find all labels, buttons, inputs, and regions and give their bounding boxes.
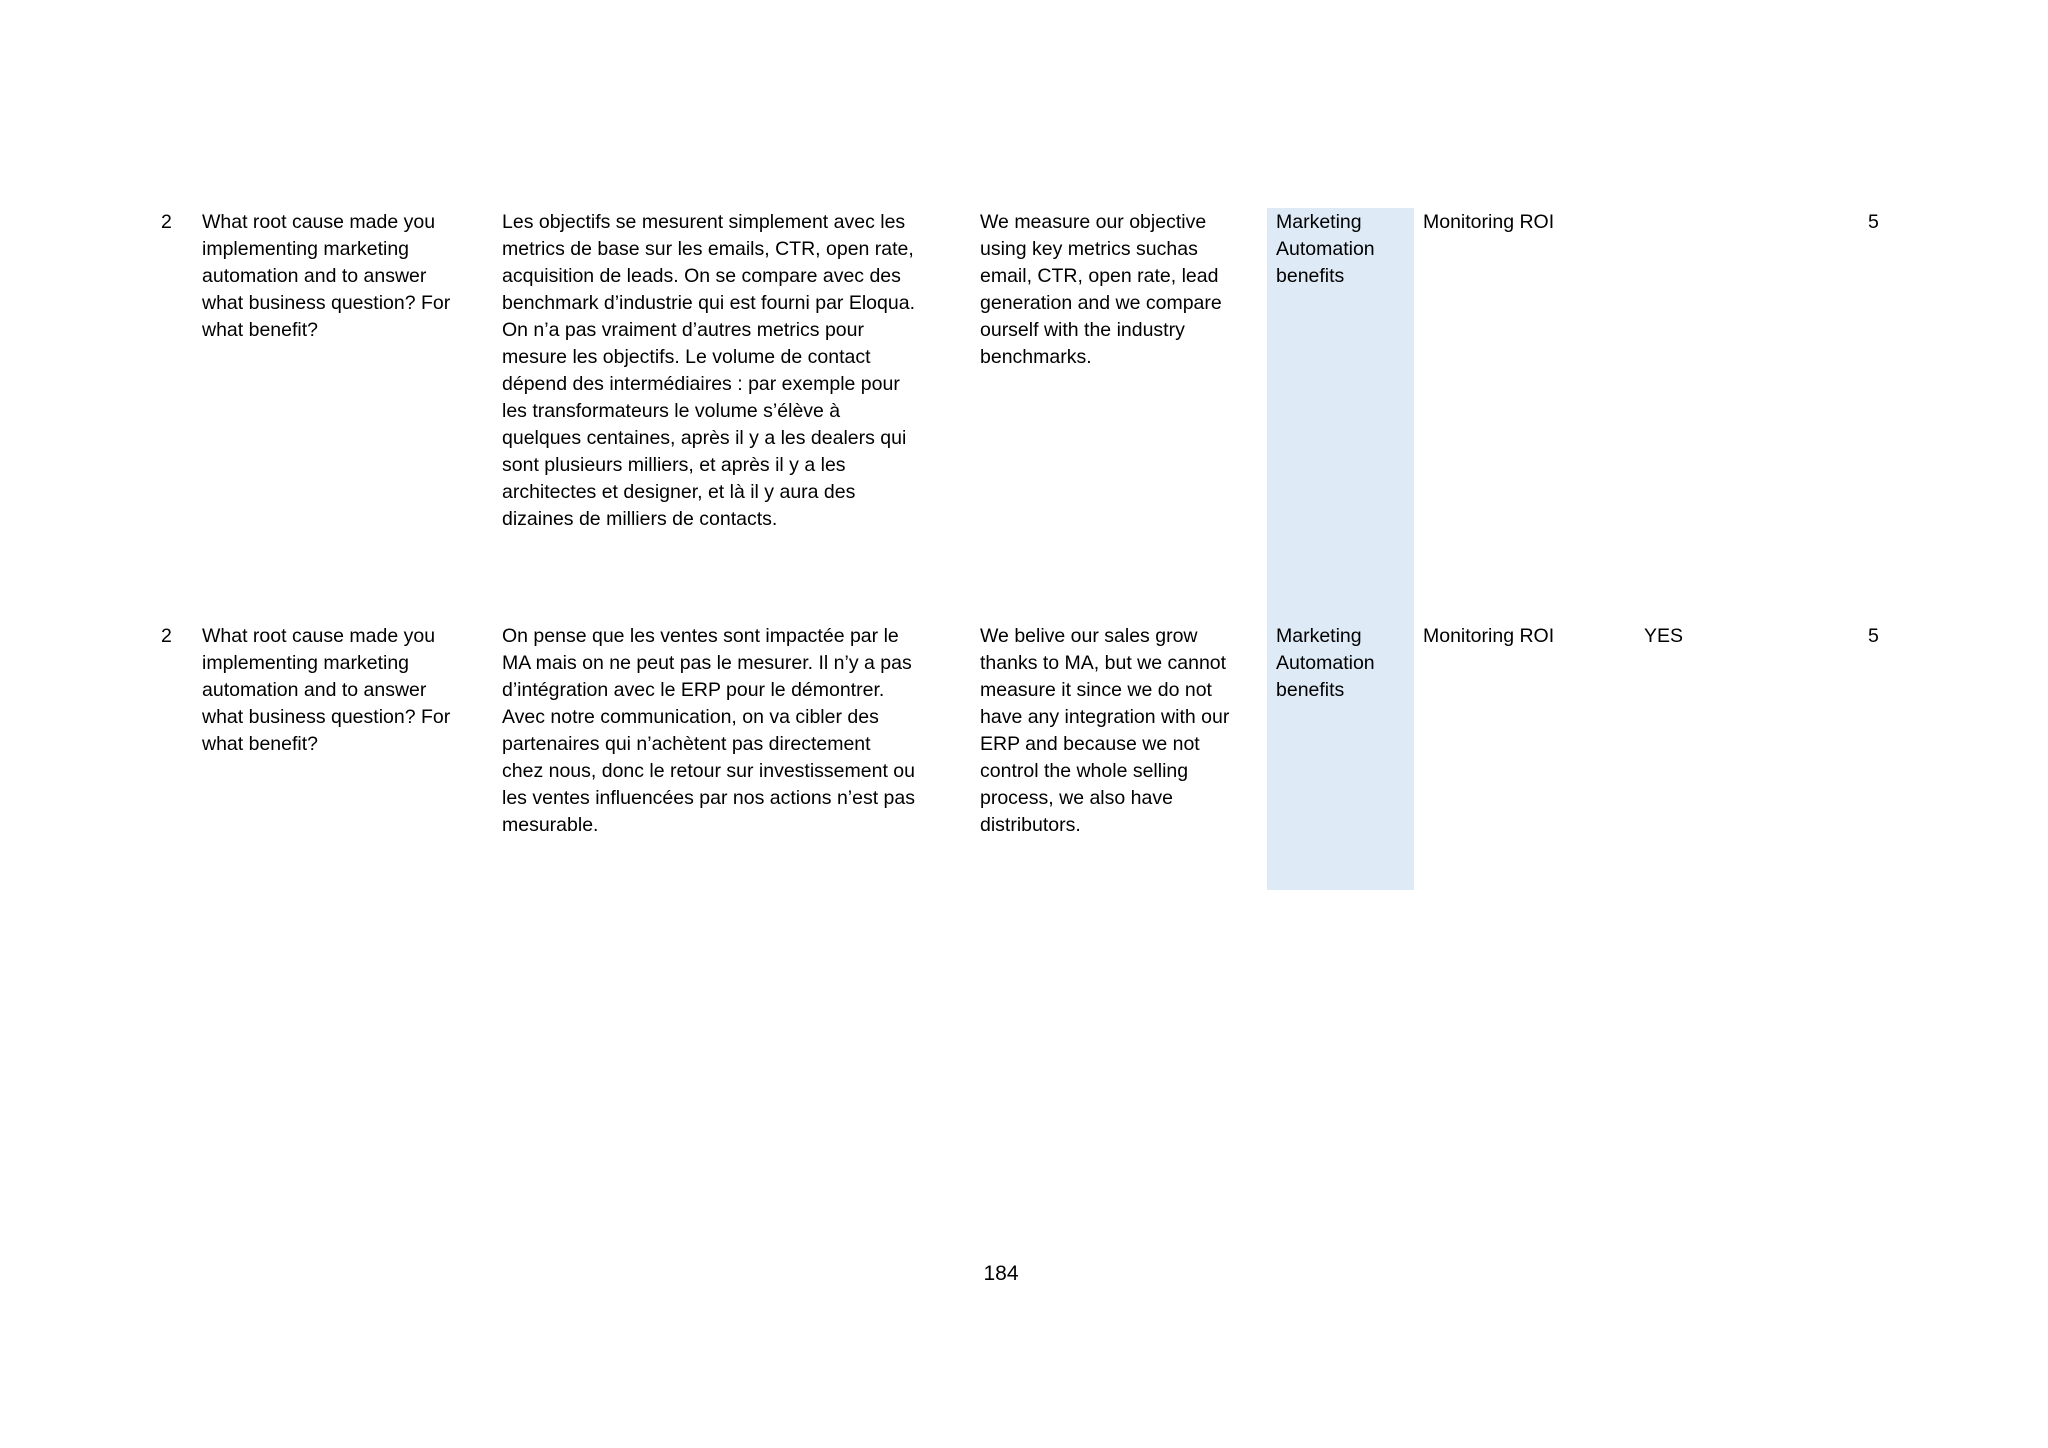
answer-english-line: email, CTR, open rate, lead bbox=[980, 265, 1219, 287]
answer-english-line: ERP and because we not bbox=[980, 733, 1200, 755]
answer-english-line: using key metrics suchas bbox=[980, 238, 1198, 260]
answer-french-line: mesure les objectifs. Le volume de contact bbox=[502, 346, 871, 368]
question-cell bbox=[202, 623, 450, 758]
answer-french-line: On pense que les ventes sont impactée par le bbox=[502, 625, 899, 647]
score-cell: 5 bbox=[1868, 211, 1879, 233]
question-line: what business question? For bbox=[202, 706, 451, 728]
answer-english-line: benchmarks. bbox=[980, 346, 1092, 368]
question-line: what business question? For bbox=[202, 292, 451, 314]
theme-column-highlight bbox=[1267, 208, 1414, 890]
row-number: 2 bbox=[161, 625, 172, 647]
score-cell: 5 bbox=[1868, 625, 1879, 647]
question-line: implementing marketing bbox=[202, 652, 410, 674]
answer-french-line: dépend des intermédiaires : par exemple pour bbox=[502, 373, 900, 395]
answer-french-line: acquisition de leads. On se compare avec des bbox=[502, 265, 901, 287]
question-line: What root cause made you bbox=[202, 211, 436, 233]
answer-english-line: measure it since we do not bbox=[980, 679, 1212, 701]
theme-line: Automation bbox=[1276, 238, 1375, 260]
flag-cell: YES bbox=[1644, 625, 1684, 647]
answer-french-line: mesurable. bbox=[502, 814, 599, 836]
question-line: implementing marketing bbox=[202, 238, 410, 260]
answer-french-line: On n’a pas vraiment d’autres metrics pour bbox=[502, 319, 864, 341]
subtheme-cell: Monitoring ROI bbox=[1423, 211, 1555, 233]
answer-english-line: have any integration with our bbox=[980, 706, 1230, 728]
theme-cell bbox=[1276, 623, 1375, 704]
answer-french-line: partenaires qui n’achètent pas directement bbox=[502, 733, 871, 755]
row-number: 2 bbox=[161, 211, 172, 233]
theme-line: Automation bbox=[1276, 652, 1375, 674]
answer-english-line: process, we also have bbox=[980, 787, 1173, 809]
answer-english-line: We belive our sales grow bbox=[980, 625, 1198, 647]
answer-french-line: Avec notre communication, on va cibler des bbox=[502, 706, 879, 728]
theme-line: Marketing bbox=[1276, 211, 1362, 233]
answer-english-line: We measure our objective bbox=[980, 211, 1207, 233]
answer-english-line: distributors. bbox=[980, 814, 1081, 836]
subtheme-cell: Monitoring ROI bbox=[1423, 625, 1555, 647]
answer-french-line: d’intégration avec le ERP pour le démontrer. bbox=[502, 679, 885, 701]
answer-english-line: generation and we compare bbox=[980, 292, 1222, 314]
answer-french-line: les transformateurs le volume s’élève à bbox=[502, 400, 841, 422]
page-number: 184 bbox=[983, 1262, 1019, 1285]
question-cell bbox=[202, 209, 450, 344]
theme-line: benefits bbox=[1276, 679, 1345, 701]
question-line: automation and to answer bbox=[202, 265, 427, 287]
answer-french-line: chez nous, donc le retour sur investissement ou bbox=[502, 760, 915, 782]
answer-french-line: sont plusieurs milliers, et après il y a les bbox=[502, 454, 846, 476]
answer-french-line: quelques centaines, après il y a les dealers qui bbox=[502, 427, 907, 449]
answer-english-cell bbox=[980, 623, 1229, 839]
answer-english-line: ourself with the industry bbox=[980, 319, 1185, 341]
theme-cell bbox=[1276, 209, 1375, 290]
answer-french-line: les ventes influencées par nos actions n’est pas bbox=[502, 787, 915, 809]
theme-line: Marketing bbox=[1276, 625, 1362, 647]
question-line: what benefit? bbox=[202, 319, 319, 341]
question-line: what benefit? bbox=[202, 733, 319, 755]
answer-french-line: metrics de base sur les emails, CTR, open rate, bbox=[502, 238, 914, 260]
answer-english-line: control the whole selling bbox=[980, 760, 1189, 782]
answer-french-line: MA mais on ne peut pas le mesurer. Il n’y a pas bbox=[502, 652, 912, 674]
theme-line: benefits bbox=[1276, 265, 1345, 287]
question-line: automation and to answer bbox=[202, 679, 427, 701]
answer-french-cell bbox=[502, 623, 915, 839]
answer-english-line: thanks to MA, but we cannot bbox=[980, 652, 1227, 674]
answer-french-cell bbox=[502, 209, 915, 533]
answer-french-line: Les objectifs se mesurent simplement avec les bbox=[502, 211, 906, 233]
answer-french-line: architectes et designer, et là il y aura des bbox=[502, 481, 856, 503]
answer-french-line: benchmark d’industrie qui est fourni par Eloqua. bbox=[502, 292, 915, 314]
question-line: What root cause made you bbox=[202, 625, 436, 647]
answer-english-cell bbox=[980, 209, 1222, 371]
answer-french-line: dizaines de milliers de contacts. bbox=[502, 508, 778, 530]
